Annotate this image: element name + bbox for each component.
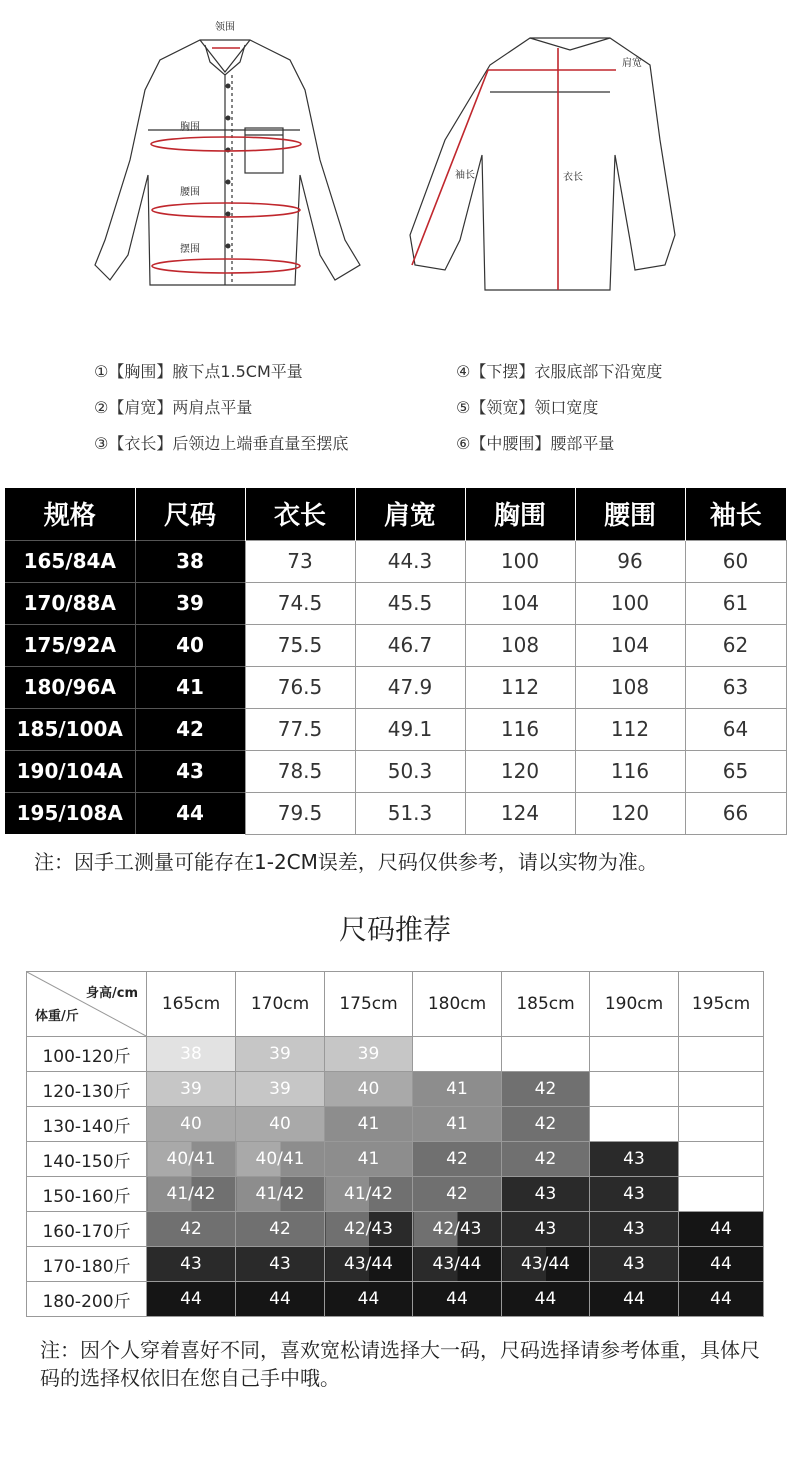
legend-row — [94, 352, 734, 388]
size-chart-table — [5, 488, 787, 835]
rec-size-cell: 41 — [413, 1107, 502, 1142]
height-header: 185cm — [502, 972, 590, 1037]
rec-size-cell: 42 — [413, 1177, 502, 1212]
recommendation-title: 尺码推荐 — [338, 913, 451, 946]
measurement-note: 注：因手工测量可能存在1-2CM误差，尺码仅供参考，请以实物为准。 — [34, 850, 658, 874]
measure-cell: 116 — [465, 708, 575, 750]
header-chest: 胸围 — [465, 488, 575, 540]
rec-size-cell: 40/41 — [236, 1142, 325, 1177]
header-shoulder: 肩宽 — [355, 488, 465, 540]
spec-cell: 175/92A — [5, 624, 135, 666]
back-measure-lines — [412, 48, 616, 290]
rec-size-cell — [679, 1142, 764, 1177]
measure-cell: 100 — [465, 540, 575, 582]
weight-header: 130-140斤 — [27, 1107, 147, 1142]
legend-row — [94, 424, 734, 460]
rec-size-cell: 42 — [147, 1212, 236, 1247]
rec-size-cell: 41 — [325, 1142, 413, 1177]
legend-waist: ⑥【中腰围】腰部平量 — [456, 433, 615, 453]
weight-header: 160-170斤 — [27, 1212, 147, 1247]
measure-cell: 116 — [575, 750, 685, 792]
rec-size-cell: 40 — [236, 1107, 325, 1142]
spec-cell: 180/96A — [5, 666, 135, 708]
measure-cell: 65 — [685, 750, 786, 792]
rec-size-cell: 43 — [502, 1212, 590, 1247]
rec-size-cell: 41 — [325, 1107, 413, 1142]
measure-cell: 76.5 — [245, 666, 355, 708]
size-table-row — [5, 666, 786, 708]
waist-label: 腰围 — [180, 187, 200, 198]
height-header: 170cm — [236, 972, 325, 1037]
rec-size-cell: 41/42 — [325, 1177, 413, 1212]
measure-cell: 75.5 — [245, 624, 355, 666]
measure-cell: 112 — [575, 708, 685, 750]
rec-size-cell: 41 — [413, 1072, 502, 1107]
shirt-measurement-diagram — [0, 0, 790, 320]
rec-size-cell: 44 — [236, 1282, 325, 1317]
weight-header: 100-120斤 — [27, 1037, 147, 1072]
rec-size-cell: 42 — [502, 1142, 590, 1177]
rec-size-cell: 42 — [236, 1212, 325, 1247]
rec-size-cell: 44 — [679, 1282, 764, 1317]
spec-cell: 190/104A — [5, 750, 135, 792]
height-header: 195cm — [679, 972, 764, 1037]
measure-cell: 51.3 — [355, 792, 465, 834]
measure-cell: 44.3 — [355, 540, 465, 582]
size-code-cell: 42 — [135, 708, 245, 750]
measure-cell: 120 — [575, 792, 685, 834]
legend-row — [94, 388, 734, 424]
rec-size-cell: 44 — [147, 1282, 236, 1317]
weight-header: 180-200斤 — [27, 1282, 147, 1317]
rec-size-cell: 43 — [590, 1212, 679, 1247]
rec-row — [27, 1247, 764, 1282]
measure-cell: 66 — [685, 792, 786, 834]
size-table-row — [5, 624, 786, 666]
size-table-header — [5, 488, 786, 540]
rec-size-cell: 44 — [679, 1212, 764, 1247]
rec-row — [27, 1037, 764, 1072]
size-code-cell: 41 — [135, 666, 245, 708]
size-code-cell: 39 — [135, 582, 245, 624]
corner-height-label: 身高/cm — [85, 986, 138, 1001]
chest-label: 胸围 — [180, 122, 200, 133]
rec-size-cell: 43/44 — [502, 1247, 590, 1282]
rec-size-cell: 44 — [590, 1282, 679, 1317]
measure-cell: 104 — [575, 624, 685, 666]
header-spec: 规格 — [5, 488, 135, 540]
rec-size-cell — [679, 1107, 764, 1142]
weight-header: 170-180斤 — [27, 1247, 147, 1282]
weight-header: 120-130斤 — [27, 1072, 147, 1107]
rec-size-cell: 44 — [679, 1247, 764, 1282]
sleeve-label: 袖长 — [455, 170, 475, 181]
measure-cell: 49.1 — [355, 708, 465, 750]
rec-size-cell: 41/42 — [236, 1177, 325, 1212]
measure-cell: 74.5 — [245, 582, 355, 624]
spec-cell: 195/108A — [5, 792, 135, 834]
measurement-legend — [94, 352, 734, 460]
shirt-illustration — [0, 0, 790, 320]
height-header: 165cm — [147, 972, 236, 1037]
hem-label: 摆围 — [180, 244, 200, 255]
rec-size-cell: 42/43 — [413, 1212, 502, 1247]
measure-cell: 108 — [465, 624, 575, 666]
spec-cell: 165/84A — [5, 540, 135, 582]
rec-row — [27, 1072, 764, 1107]
rec-size-cell: 41/42 — [147, 1177, 236, 1212]
spec-cell: 170/88A — [5, 582, 135, 624]
size-table-row — [5, 582, 786, 624]
length-label: 衣长 — [563, 172, 583, 183]
measure-cell: 120 — [465, 750, 575, 792]
rec-size-cell: 39 — [147, 1072, 236, 1107]
header-sleeve: 袖长 — [685, 488, 786, 540]
rec-row — [27, 1142, 764, 1177]
rec-row — [27, 1282, 764, 1317]
rec-size-cell: 44 — [413, 1282, 502, 1317]
weight-header: 140-150斤 — [27, 1142, 147, 1177]
rec-size-cell: 43 — [147, 1247, 236, 1282]
legend-chest: ①【胸围】腋下点1.5CM平量 — [94, 361, 303, 381]
front-buttons — [226, 84, 231, 249]
back-shirt — [410, 38, 675, 290]
rec-size-cell: 43/44 — [413, 1247, 502, 1282]
rec-size-cell — [679, 1072, 764, 1107]
header-length: 衣长 — [245, 488, 355, 540]
rec-size-cell — [679, 1177, 764, 1212]
rec-size-cell — [590, 1072, 679, 1107]
rec-size-cell: 43 — [502, 1177, 590, 1212]
rec-size-cell: 42 — [413, 1142, 502, 1177]
size-table-row — [5, 750, 786, 792]
rec-size-cell: 40 — [325, 1072, 413, 1107]
header-waist: 腰围 — [575, 488, 685, 540]
measure-cell: 100 — [575, 582, 685, 624]
size-code-cell: 43 — [135, 750, 245, 792]
rec-size-cell — [502, 1037, 590, 1072]
rec-size-cell: 42 — [502, 1072, 590, 1107]
header-size: 尺码 — [135, 488, 245, 540]
size-table-row — [5, 792, 786, 834]
rec-size-cell: 39 — [236, 1037, 325, 1072]
rec-size-cell — [590, 1107, 679, 1142]
measure-cell: 124 — [465, 792, 575, 834]
rec-size-cell: 39 — [325, 1037, 413, 1072]
rec-size-cell — [590, 1037, 679, 1072]
measure-cell: 79.5 — [245, 792, 355, 834]
front-measure-lines — [151, 48, 301, 273]
weight-header: 150-160斤 — [27, 1177, 147, 1212]
recommendation-note: 注：因个人穿着喜好不同，喜欢宽松请选择大一码，尺码选择请参考体重，具体尺码的选择权依旧在您自己手中哦。 — [40, 1338, 760, 1390]
rec-size-cell — [679, 1037, 764, 1072]
legend-shoulder: ②【肩宽】两肩点平量 — [94, 397, 253, 417]
rec-size-cell: 43/44 — [325, 1247, 413, 1282]
measure-cell: 61 — [685, 582, 786, 624]
measure-cell: 62 — [685, 624, 786, 666]
collar-label: 领围 — [215, 22, 235, 33]
legend-length: ③【衣长】后领边上端垂直量至摆底 — [94, 433, 349, 453]
height-header: 175cm — [325, 972, 413, 1037]
measure-cell: 73 — [245, 540, 355, 582]
rec-size-cell: 43 — [236, 1247, 325, 1282]
measure-cell: 112 — [465, 666, 575, 708]
rec-size-cell — [413, 1037, 502, 1072]
rec-size-cell: 40/41 — [147, 1142, 236, 1177]
rec-row — [27, 1107, 764, 1142]
rec-corner-cell — [27, 972, 147, 1037]
rec-size-cell: 43 — [590, 1247, 679, 1282]
legend-collar: ⑤【领宽】领口宽度 — [456, 397, 599, 417]
measure-cell: 45.5 — [355, 582, 465, 624]
measure-cell: 104 — [465, 582, 575, 624]
rec-row — [27, 1212, 764, 1247]
rec-row — [27, 1177, 764, 1212]
rec-size-cell: 42 — [502, 1107, 590, 1142]
size-table-row — [5, 708, 786, 750]
height-header: 180cm — [413, 972, 502, 1037]
measure-cell: 60 — [685, 540, 786, 582]
measure-cell: 96 — [575, 540, 685, 582]
rec-size-cell: 44 — [325, 1282, 413, 1317]
rec-size-cell: 38 — [147, 1037, 236, 1072]
measure-cell: 50.3 — [355, 750, 465, 792]
measure-cell: 64 — [685, 708, 786, 750]
rec-size-cell: 39 — [236, 1072, 325, 1107]
height-header: 190cm — [590, 972, 679, 1037]
measure-cell: 77.5 — [245, 708, 355, 750]
rec-size-cell: 43 — [590, 1142, 679, 1177]
rec-size-cell: 42/43 — [325, 1212, 413, 1247]
measure-cell: 78.5 — [245, 750, 355, 792]
measure-cell: 47.9 — [355, 666, 465, 708]
measure-cell: 108 — [575, 666, 685, 708]
size-recommendation-table — [26, 971, 764, 1317]
shoulder-label: 肩宽 — [622, 58, 642, 69]
size-code-cell: 44 — [135, 792, 245, 834]
legend-hem: ④【下摆】衣服底部下沿宽度 — [456, 361, 663, 381]
measure-cell: 63 — [685, 666, 786, 708]
corner-weight-label: 体重/斤 — [35, 1009, 79, 1024]
rec-size-cell: 40 — [147, 1107, 236, 1142]
size-code-cell: 38 — [135, 540, 245, 582]
rec-size-cell: 43 — [590, 1177, 679, 1212]
size-table-row — [5, 540, 786, 582]
rec-header-row — [27, 972, 764, 1037]
measure-cell: 46.7 — [355, 624, 465, 666]
rec-size-cell: 44 — [502, 1282, 590, 1317]
size-code-cell: 40 — [135, 624, 245, 666]
spec-cell: 185/100A — [5, 708, 135, 750]
